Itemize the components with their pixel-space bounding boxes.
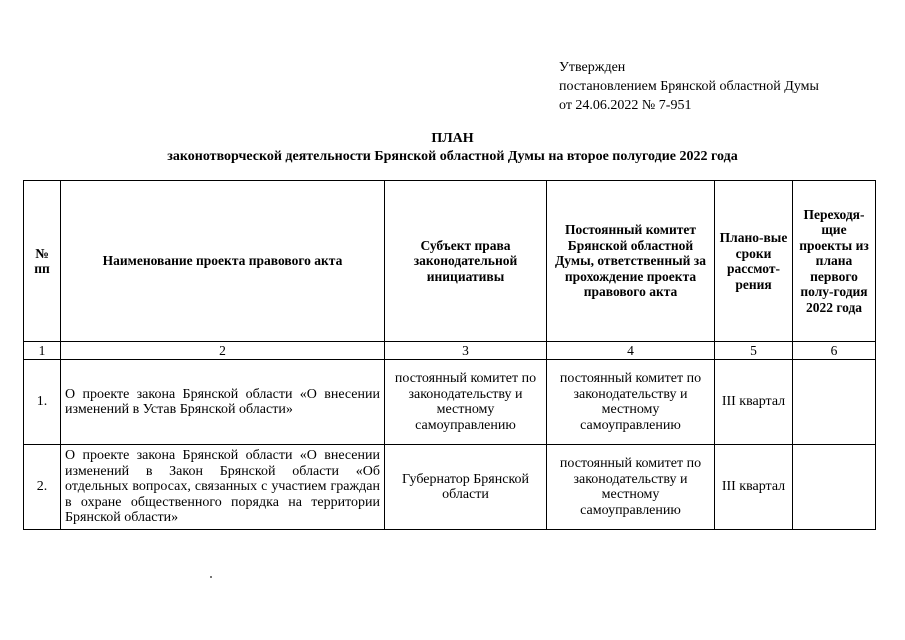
- header-carryover: Переходя-щие проекты из плана первого полу-годия 2022 года: [793, 181, 876, 342]
- approval-line-1: Утвержден: [559, 60, 626, 75]
- row-act-name: О проекте закона Брянской области «О внесении изменений в Закон Брянской области «Об отдельных вопросах, связанных с участием граждан в охране общественного порядка на территории Брянской области»: [61, 445, 385, 530]
- approval-block: [559, 58, 819, 115]
- column-number: 2: [61, 342, 385, 360]
- column-number: 5: [715, 342, 793, 360]
- table-header-row: [24, 181, 876, 342]
- header-subject: Субъект права законодательной инициативы: [385, 181, 547, 342]
- header-name: Наименование проекта правового акта: [61, 181, 385, 342]
- row-act-name: О проекте закона Брянской области «О внесении изменений в Устав Брянской области»: [61, 360, 385, 445]
- plan-table: [23, 180, 876, 530]
- approval-line-2: постановлением Брянской областной Думы: [559, 79, 819, 94]
- row-subject: постоянный комитет по законодательству и местному самоуправлению: [385, 360, 547, 445]
- column-number: 4: [547, 342, 715, 360]
- plan-heading: ПЛАН: [431, 131, 474, 146]
- row-number: 1.: [24, 360, 61, 445]
- row-term: III квартал: [715, 445, 793, 530]
- column-number-row: [24, 342, 876, 360]
- row-subject: Губернатор Брянской области: [385, 445, 547, 530]
- header-num: № пп: [24, 181, 61, 342]
- row-carryover: [793, 445, 876, 530]
- plan-subheading: законотворческой деятельности Брянской областной Думы на второе полугодие 2022 года: [167, 149, 738, 164]
- column-number: 1: [24, 342, 61, 360]
- row-term: III квартал: [715, 360, 793, 445]
- row-carryover: [793, 360, 876, 445]
- table-row: [24, 360, 876, 445]
- scan-speck: [210, 576, 212, 578]
- approval-line-3: от 24.06.2022 № 7-951: [559, 98, 692, 113]
- column-number: 6: [793, 342, 876, 360]
- header-term: Плано-вые сроки рассмот-рения: [715, 181, 793, 342]
- row-committee: постоянный комитет по законодательству и местному самоуправлению: [547, 360, 715, 445]
- row-committee: постоянный комитет по законодательству и местному самоуправлению: [547, 445, 715, 530]
- column-number: 3: [385, 342, 547, 360]
- header-committee: Постоянный комитет Брянской областной Думы, ответственный за прохождение проекта правового акта: [547, 181, 715, 342]
- row-number: 2.: [24, 445, 61, 530]
- table-row: [24, 445, 876, 530]
- document-title: [0, 130, 905, 166]
